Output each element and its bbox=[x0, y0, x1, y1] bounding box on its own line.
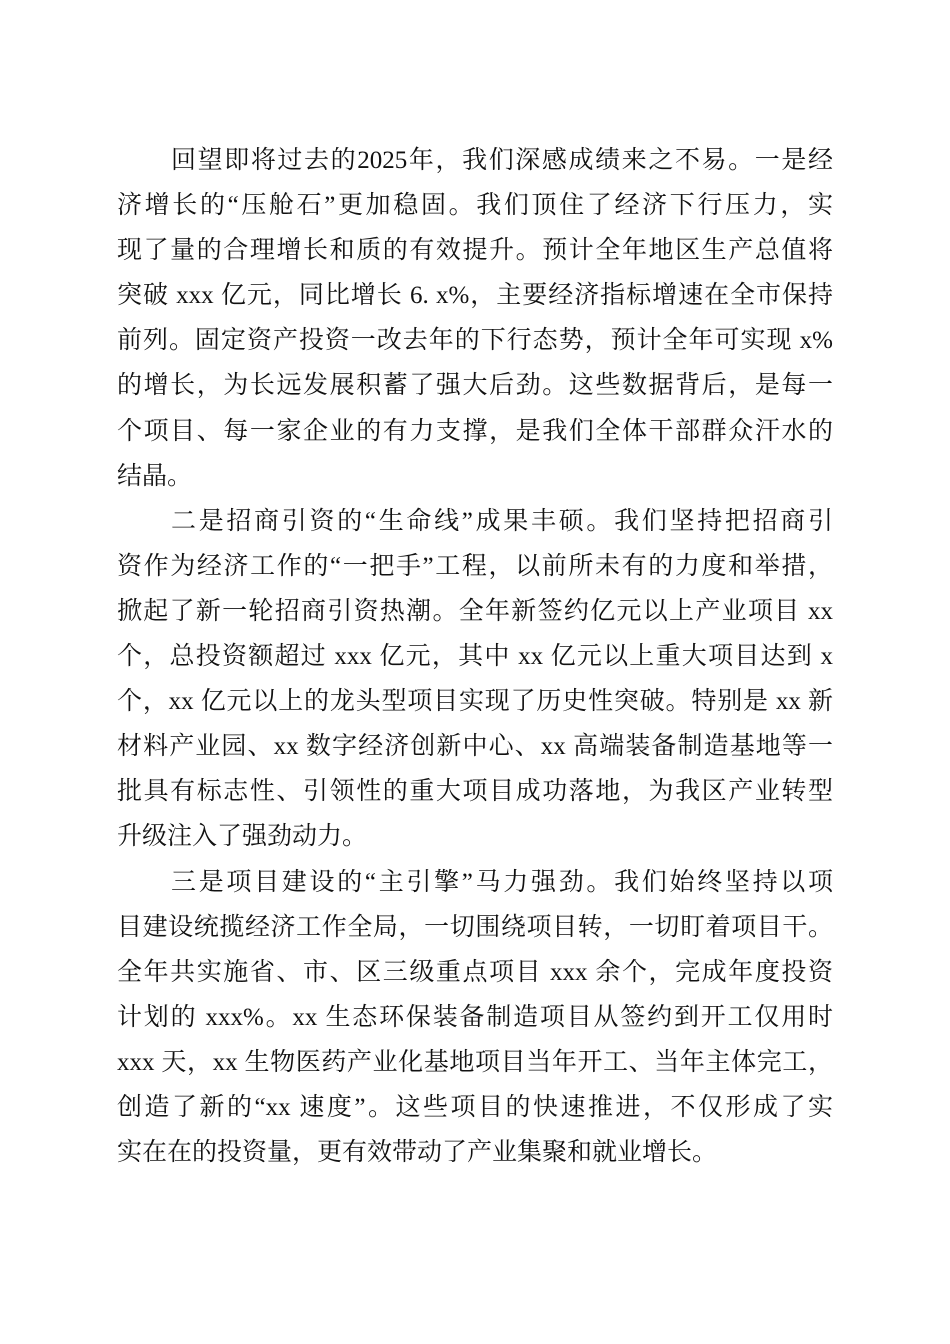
text-line: 批具有标志性、引领性的重大项目成功落地，为我区产业转型 bbox=[117, 778, 833, 806]
text-line: 升级注入了强劲动力。 bbox=[117, 823, 368, 851]
text-line: 个，总投资额超过 xxx 亿元，其中 xx 亿元以上重大项目达到 x bbox=[117, 643, 833, 671]
text-line: 济增长的“压舱石”更加稳固。我们顶住了经济下行压力，实 bbox=[117, 192, 833, 220]
paragraph bbox=[117, 138, 833, 499]
text-line: 资作为经济工作的“一把手”工程，以前所未有的力度和举措， bbox=[117, 552, 833, 580]
text-line: 全年共实施省、市、区三级重点项目 xxx 余个，完成年度投资 bbox=[117, 958, 833, 986]
text-line: 个项目、每一家企业的有力支撑，是我们全体干部群众汗水的 bbox=[117, 417, 833, 445]
text-line: 结晶。 bbox=[117, 462, 193, 490]
text-line: 个，xx 亿元以上的龙头型项目实现了历史性突破。特别是 xx 新 bbox=[117, 688, 833, 716]
document-page bbox=[117, 138, 833, 1175]
text-line: 实在在的投资量，更有效带动了产业集聚和就业增长。 bbox=[117, 1139, 718, 1167]
text-line: 的增长，为长远发展积蓄了强大后劲。这些数据背后，是每一 bbox=[117, 372, 833, 400]
text-line: 现了量的合理增长和质的有效提升。预计全年地区生产总值将 bbox=[117, 237, 833, 265]
text-line: 回望即将过去的2025年，我们深感成绩来之不易。一是经 bbox=[171, 147, 833, 174]
text-line: 三是项目建设的“主引擎”马力强劲。我们始终坚持以项 bbox=[171, 868, 833, 896]
paragraph bbox=[117, 860, 833, 1176]
text-line: 突破 xxx 亿元，同比增长 6. x%，主要经济指标增速在全市保持 bbox=[117, 282, 833, 310]
text-line: 创造了新的“xx 速度”。这些项目的快速推进，不仅形成了实 bbox=[117, 1093, 833, 1121]
text-line: 前列。固定资产投资一改去年的下行态势，预计全年可实现 x% bbox=[117, 327, 833, 355]
text-line: 掀起了新一轮招商引资热潮。全年新签约亿元以上产业项目 xx bbox=[117, 597, 833, 625]
text-line: 材料产业园、xx 数字经济创新中心、xx 高端装备制造基地等一 bbox=[117, 733, 833, 761]
text-line: 目建设统揽经济工作全局，一切围绕项目转，一切盯着项目干。 bbox=[117, 913, 833, 941]
text-line: xxx 天，xx 生物医药产业化基地项目当年开工、当年主体完工， bbox=[117, 1048, 833, 1076]
text-line: 计划的 xxx%。xx 生态环保装备制造项目从签约到开工仅用时 bbox=[117, 1003, 833, 1031]
text-line: 二是招商引资的“生命线”成果丰硕。我们坚持把招商引 bbox=[171, 507, 833, 535]
paragraph bbox=[117, 499, 833, 860]
